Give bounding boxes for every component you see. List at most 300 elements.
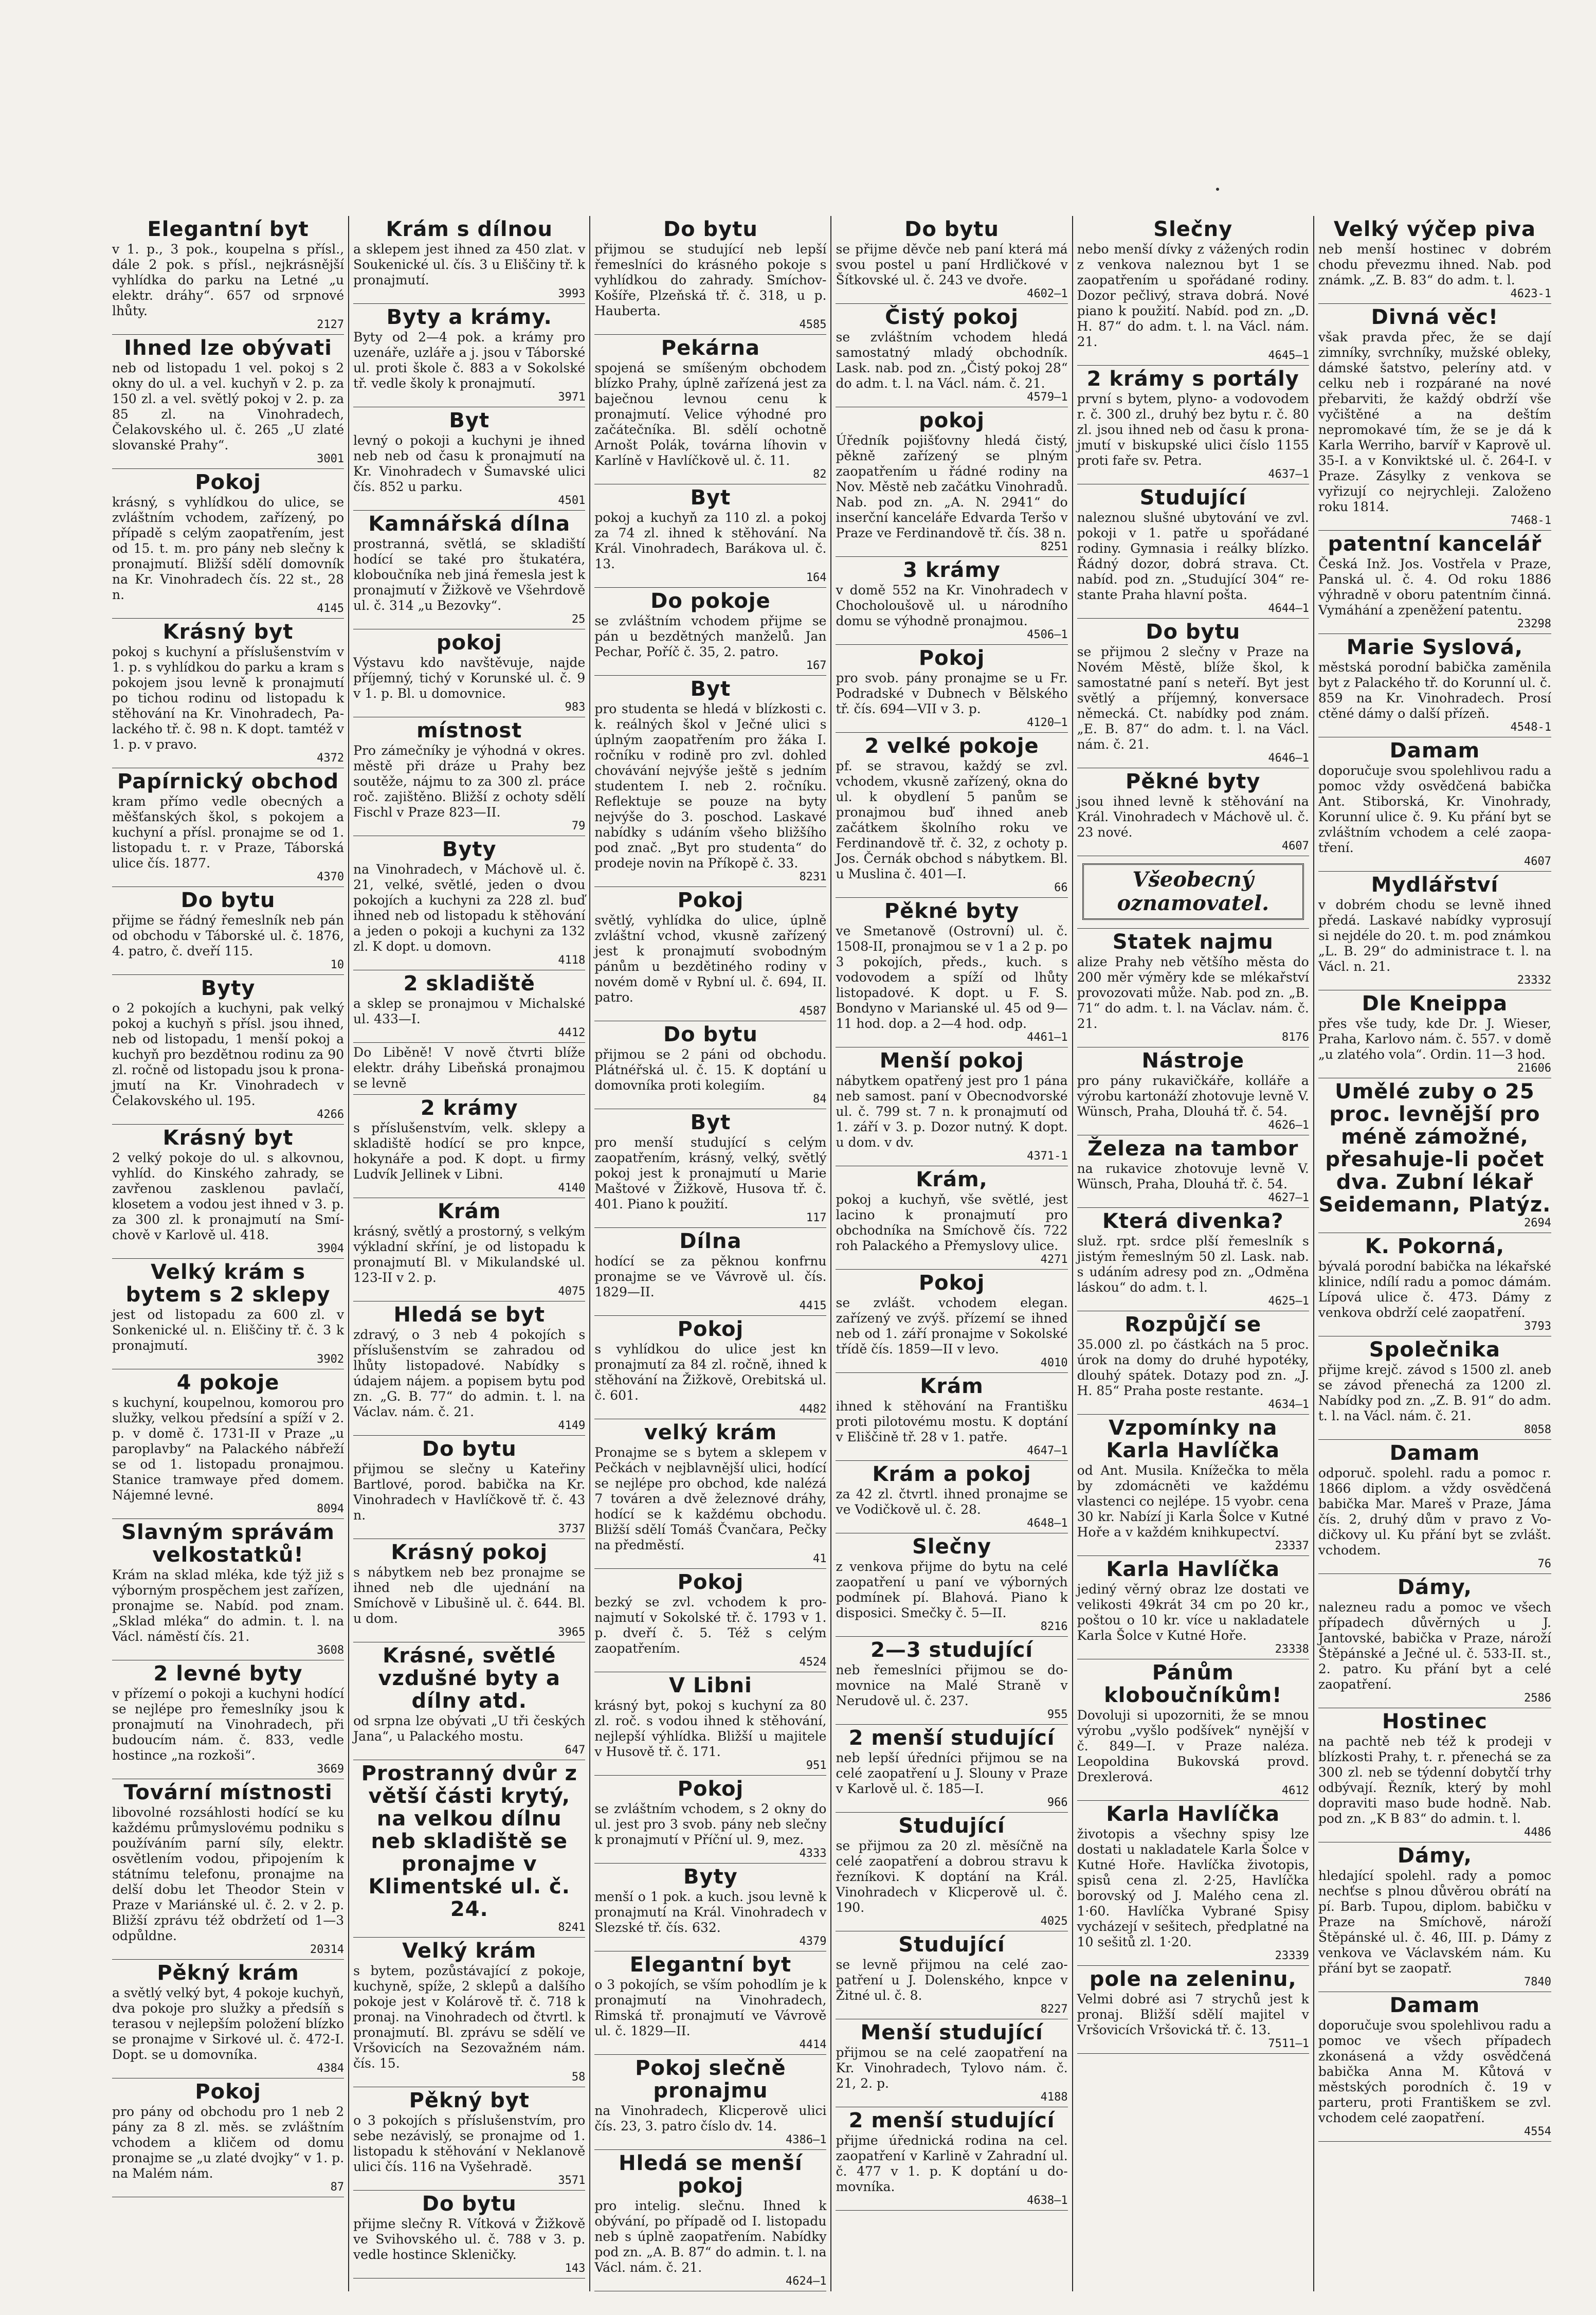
classified-ad bbox=[1318, 872, 1551, 990]
ad-title: Krásný pokoj bbox=[391, 1541, 548, 1564]
classified-columns bbox=[108, 216, 1555, 2288]
classified-ad bbox=[594, 1109, 826, 1228]
ad-title: Papírnický obchod bbox=[117, 770, 339, 793]
ad-text: služ. rpt. srdce plší řemeslník s jistým řemeslným 50 zl. Lask. nab. s udáním adresy pod zn. „Odměna láskou“ do adm. t. l. bbox=[1077, 1234, 1309, 1295]
classified-ad bbox=[112, 1779, 344, 1960]
classified-ad bbox=[836, 1166, 1067, 1270]
classified-ad bbox=[353, 836, 585, 970]
ad-reference-number: 4379 bbox=[799, 1935, 827, 1948]
ad-reference-number: 4524 bbox=[799, 1656, 827, 1669]
ad-reference-number: 4607 bbox=[1524, 855, 1551, 868]
section-header-box bbox=[1082, 863, 1304, 920]
ad-reference-number: 23338 bbox=[1275, 1643, 1309, 1656]
ad-title: Pokoj bbox=[677, 1317, 744, 1341]
classified-ad bbox=[1077, 1135, 1309, 1208]
ad-title: Menší pokoj bbox=[879, 1049, 1024, 1073]
ink-speck bbox=[1216, 188, 1219, 191]
ad-text: pf. se stravou, každý se zvl. vchodem, vkusně zařízený, okna do ul. k obydlení 5 panům se pronajmou buď ihned aneb začátkem školního roku ve Ferdinandově tř. č. 32, z ochoty p. Jos. Černák obchod s nábytkem. Bl. u Muslina č. 401—I. bbox=[836, 758, 1068, 881]
ad-title: Krásný byt bbox=[162, 620, 294, 644]
ad-text: od Ant. Musila. Knížečka to měla by zdomácněti ve každému vlastenci co nejlépe. 15 vyobr. cena 30 kr. Nabízí ji Karla Šolce v Kutné Hoře a v každém knihkupectví. bbox=[1077, 1463, 1309, 1540]
ad-title: Pokoj bbox=[677, 1777, 744, 1801]
ad-text: na Vinohradech, Klicperově ulici čís. 23, 3. patro číslo dv. 14. bbox=[594, 2103, 827, 2133]
ad-reference-number: 4333 bbox=[799, 1847, 827, 1860]
ad-title: 2 velké pokoje bbox=[864, 734, 1039, 758]
classified-ad bbox=[836, 304, 1067, 407]
ad-title: Byt bbox=[690, 1111, 731, 1134]
ad-title: velký krám bbox=[644, 1421, 777, 1444]
ad-text: pro svob. pány pronajme se u Fr. Podradské v Dubnech v Bělského tř. čís. 694—VII v 3. p. bbox=[836, 671, 1068, 716]
ad-text: za 42 zl. čtvrtl. ihned pronajme se ve Vodičkově ul. č. 28. bbox=[836, 1487, 1068, 1517]
ad-reference-number: 4266 bbox=[317, 1108, 344, 1121]
classified-ad bbox=[1318, 1708, 1551, 1842]
ad-title: Byty bbox=[683, 1865, 738, 1889]
ad-text: doporučuje svou spolehlivou radu a pomoc ve všech případech zkonásená a vždy osvědčená babička Anna M. Kůtová v městských porodních č. 19 v parteru, proti Františkem se zvl. vchodem celé zaopatření. bbox=[1318, 2018, 1551, 2125]
ad-reference-number: 3793 bbox=[1524, 1320, 1551, 1333]
ad-title: Železa na tambor bbox=[1087, 1137, 1299, 1161]
ad-reference-number: 3904 bbox=[317, 1242, 344, 1255]
ad-title: V Libni bbox=[668, 1674, 752, 1697]
column-6 bbox=[1314, 216, 1555, 2291]
classified-ad bbox=[836, 407, 1067, 557]
ad-text: však pravda přec, že se dají zimníky, svrchníky, mužské obleky, dámské šatstvo, peleríny atd. v celku neb i rozpárané na nové přebarviti, že každý obdrží vše vyčištěné a na deštím nepromokavé tím, že se je dá k Karla Werriho, barvíř v Kaprově ul. 35-I. a v Konviktské ul. č. 264-I. v Praze. Zásylky z venkova se vyřizují co nejrychleji. Založeno roku 1814. bbox=[1318, 330, 1551, 514]
ad-title: Krám bbox=[920, 1374, 984, 1398]
ad-reference-number: 4412 bbox=[558, 1026, 586, 1039]
ad-reference-number: 23298 bbox=[1517, 618, 1551, 630]
classified-ad bbox=[112, 1259, 344, 1369]
ad-reference-number: 4370 bbox=[317, 871, 344, 883]
classified-ad bbox=[353, 1642, 585, 1760]
ad-title: 2 menší studující bbox=[848, 2109, 1055, 2132]
ad-text: libovolné rozsáhlosti hodící se ku každému průmyslovému podniku s používáním parní síly, elektr. osvětlením vodou, připojením k státnímu telefonu, pronajme na delší dobu let Theodor Stein v Praze v Mariánské ul. č. 2. v 2. p. Bližší zprávu též obdržetí od 1—3 odpůldne. bbox=[112, 1805, 344, 1943]
ad-title: Do pokoje bbox=[650, 589, 771, 613]
ad-title: patentní kancelář bbox=[1328, 532, 1542, 556]
ad-reference-number: 4149 bbox=[558, 1419, 586, 1432]
classified-ad bbox=[353, 1043, 585, 1095]
ad-reference-number: 66 bbox=[1054, 881, 1068, 894]
ad-reference-number: 4602—1 bbox=[1027, 287, 1068, 300]
ad-text: o 3 pokojích s příslušenstvím, pro sebe nezávislý, se pronajme od 1. listopadu k stěhování v Neklanově ulici čís. 116 na Vyšehradě. bbox=[353, 2113, 586, 2174]
classified-ad bbox=[1077, 768, 1309, 856]
ad-text: Velmi dobré asi 7 strychů jest k pronaj. Bližší sdělí majitel v Vršovicích Vršovická tř. č. 13. bbox=[1077, 1992, 1309, 2037]
column-2 bbox=[349, 216, 590, 2291]
classified-ad bbox=[1318, 1078, 1551, 1233]
ad-text: a sklep se pronajmou v Michalské ul. 433—I. bbox=[353, 996, 586, 1026]
ad-text: a světlý velký byt, 4 pokoje kuchyň, dva pokoje pro služky a předsíň s terasou v nejlepším položení blízko se pronajme v Sirkové ul. č. 472-I. Dopt. se u domovníka. bbox=[112, 1985, 344, 2062]
ad-text: pokoj s kuchyní a příslušenstvím v 1. p. s vyhlídkou do parku a kram s pokojem jsou levně k pronajmutí po tichou rodinu od listopadu k stěhování na Kr. Vinohradech, Palackého tř. č. 98 n. K dopt. tamtéž v 1. p. v pravo. bbox=[112, 644, 344, 752]
classified-ad bbox=[594, 1228, 826, 1316]
classified-ad bbox=[353, 216, 585, 304]
ad-text: Byty od 2—4 pok. a krámy pro uzenáře, uzláře a j. jsou v Táborské ul. proti škole č. 883 a v Sokolské tř. vedle školy k pronajmutí. bbox=[353, 330, 586, 391]
ad-reference-number: 87 bbox=[330, 2181, 344, 2194]
ad-title: Pokoj bbox=[677, 889, 744, 912]
ad-reference-number: 4579—1 bbox=[1027, 391, 1068, 404]
ad-title: Pokoj bbox=[195, 2080, 261, 2104]
classified-ad bbox=[112, 2078, 344, 2197]
classified-ad bbox=[112, 975, 344, 1125]
column-3 bbox=[590, 216, 831, 2291]
ad-text: přijme slečny R. Vítková v Žižkově ve Svihovského ul. č. 788 v 3. p. vedle hostince Skleničky. bbox=[353, 2216, 586, 2262]
classified-ad bbox=[594, 588, 826, 676]
ad-text: se přijmou za 20 zl. měsíčně na celé zaopatření a dobrou stravu k řezníkovi. K doptání na Král. Vinohradech v Klicperově ul. č. 190. bbox=[836, 1838, 1068, 1915]
ad-reference-number: 8241 bbox=[558, 1921, 586, 1934]
ad-reference-number: 23339 bbox=[1275, 1949, 1309, 1962]
ad-title: Velký krám s bytem s 2 sklepy bbox=[125, 1260, 331, 1307]
ad-title: Pokoj slečně pronajmu bbox=[635, 2056, 786, 2103]
ad-text: odporuč. spolehl. radu a pomoc r. 1866 diplom. a vždy osvědčená babička Mar. Mareš v Praze, Jáma čís. 2, druhý dům v pravo z Vodičkovy ul. Ku přání byt se zvlášt. vchodem. bbox=[1318, 1466, 1551, 1558]
ad-reference-number: 4075 bbox=[558, 1285, 586, 1298]
ad-text: a sklepem jest ihned za 450 zlat. v Soukenické ul. čís. 3 u Eliščiny tř. k pronajmutí. bbox=[353, 242, 586, 287]
classified-ad bbox=[594, 1316, 826, 1419]
classified-ad bbox=[836, 1637, 1067, 1725]
ad-text: Krám na sklad mléka, kde týž již s výborným prospěchem jest zařízen, pronajme se. Nabíd. pod znam. „Sklad mléka“ do admin. t. l. na Václ. náměstí čís. 21. bbox=[112, 1567, 344, 1644]
ad-text: Pro zámečníky je výhodná v okres. městě při dráze u Prahy bez soutěže, nájmu to za 300 zl. práce roč. zajištěno. Bližší z ochoty sdělí Fischl v Praze 823—II. bbox=[353, 743, 586, 820]
ad-text: jest od listopadu za 600 zl. v Sonkenické ul. n. Eliščiny tř. č. 3 k pronajmutí. bbox=[112, 1307, 344, 1353]
ad-title: Dílna bbox=[679, 1229, 742, 1253]
ad-reference-number: 4120—1 bbox=[1027, 716, 1068, 729]
ad-title: Do bytu bbox=[663, 218, 758, 241]
ad-text: v přízemí o pokoji a kuchyni hodící se nejlépe pro řemeslníky jsou k pronajmutí na Vinohradech, při budoucím nám. č. 833, vedle hostince „na rozkoši“. bbox=[112, 1686, 344, 1763]
ad-text: se přijmou 2 slečny v Praze na Novém Městě, blíže škol, k samostatné paní s neteří. Byt jest světlý a příjemný, konversace německá. Ct. nabídky pod znám. „E. B. 87“ do adm. t. l. na Václ. nám. č. 21. bbox=[1077, 644, 1309, 752]
classified-ad bbox=[594, 2055, 826, 2150]
classified-ad bbox=[1077, 1556, 1309, 1659]
ad-title: Elegantní byt bbox=[629, 1953, 792, 1977]
classified-ad bbox=[594, 335, 826, 484]
classified-ad bbox=[594, 1569, 826, 1672]
ad-title: Krám bbox=[438, 1200, 501, 1223]
classified-ad bbox=[836, 1461, 1067, 1533]
classified-ad bbox=[112, 216, 344, 335]
ad-text: ve Smetanově (Ostrovní) ul. č. 1508-II, pronajmou se v 1 a 2 p. po 3 pokojích, předs., kuch. s vodovodem a spíží od lhůty listopadové. K dopt. u F. S. Bondyno v Marianské ul. 45 od 9—11 hod. dop. a 2—4 hod. odp. bbox=[836, 924, 1068, 1031]
ad-reference-number: 2586 bbox=[1524, 1692, 1551, 1705]
ad-text: na Vinohradech, v Máchově ul. č. 21, velké, světlé, jeden o dvou pokojích a kuchyni za 228 zl. buď ihned neb od listopadu k stěhování a jeden o pokoji a kuchyni za 132 zl. K dopt. u domovn. bbox=[353, 862, 586, 954]
classified-ad bbox=[353, 629, 585, 717]
ad-title: 2—3 studující bbox=[870, 1638, 1033, 1662]
ad-reference-number: 4625—1 bbox=[1268, 1295, 1309, 1308]
ad-reference-number: 167 bbox=[806, 659, 827, 672]
ad-reference-number: 3993 bbox=[558, 287, 586, 300]
ad-title: Do bytu bbox=[422, 2192, 517, 2216]
ad-text: přijmou se slečny u Kateřiny Bartlové, porod. babička na Kr. Vinohradech v Havlíčkově tř. č. 43 n. bbox=[353, 1461, 586, 1523]
ad-reference-number: 3001 bbox=[317, 453, 344, 465]
ad-title: Hostinec bbox=[1382, 1710, 1488, 1733]
ad-reference-number: 951 bbox=[806, 1759, 827, 1772]
ad-title: Kamnářská dílna bbox=[368, 512, 571, 536]
classified-ad bbox=[1077, 1311, 1309, 1415]
ad-reference-number: 23332 bbox=[1517, 974, 1551, 987]
ad-title: Byty a krámy. bbox=[386, 305, 552, 329]
ad-title: 2 levné byty bbox=[153, 1662, 303, 1686]
ad-reference-number: 4548-1 bbox=[1510, 721, 1551, 734]
ad-title: Byt bbox=[690, 677, 731, 701]
classified-ad bbox=[353, 1198, 585, 1301]
classified-ad bbox=[353, 2087, 585, 2191]
classified-ad bbox=[1318, 634, 1551, 737]
ad-reference-number: 164 bbox=[806, 571, 827, 584]
ad-text: neb menší hostinec v dobrém chodu převezmu ihned. Nab. pod známk. „Z. B. 83“ do adm. t. l. bbox=[1318, 242, 1551, 287]
classified-ad bbox=[594, 1672, 826, 1776]
ad-reference-number: 4634—1 bbox=[1268, 1398, 1309, 1411]
ad-title: Pokoj bbox=[918, 1271, 985, 1295]
classified-ad bbox=[1318, 1992, 1551, 2142]
ad-title: Hledá se menší pokoj bbox=[619, 2151, 803, 2198]
ad-reference-number: 955 bbox=[1047, 1708, 1068, 1721]
ad-reference-number: 4414 bbox=[799, 2038, 827, 2051]
classified-ad bbox=[836, 1813, 1067, 1931]
ad-reference-number: 4587 bbox=[799, 1005, 827, 1018]
ad-reference-number: 79 bbox=[571, 820, 586, 833]
ad-reference-number: 4482 bbox=[799, 1403, 827, 1416]
ad-text: na pachtě neb též k prodeji v blízkosti Prahy, t. r. přenechá se za 300 zl. neb se týdenní dobytčí trhy odbývají. Řezník, který by mohl dopraviti maso bude hodně. Nab. pod zn. „K B 83“ do admin. t. l. bbox=[1318, 1734, 1551, 1826]
ad-text: kram přímo vedle obecných a měšťanských škol, s pokojem a kuchyní a přísl. pronajme se od 1. listopadu t. r. v Praze, Táborská ulice čís. 1877. bbox=[112, 794, 344, 871]
ad-reference-number: 8231 bbox=[799, 871, 827, 883]
classified-ad bbox=[1318, 531, 1551, 634]
ad-text: zdravý, o 3 neb 4 pokojích s příslušenstvím se zahradou od lhůty listopadové. Nabídky s údajem nájem. a popisem bytu pod zn. „G. B. 77“ do admin. t. l. na Václav. nám. č. 21. bbox=[353, 1327, 586, 1419]
ad-text: ihned k stěhování na Františku proti pilotovému mostu. K doptání v Eliščině tř. 28 v 1. patře. bbox=[836, 1399, 1068, 1444]
classified-ad bbox=[353, 717, 585, 836]
section-header-line: oznamovatel. bbox=[1117, 891, 1269, 915]
ad-title: Pokoj bbox=[195, 471, 261, 494]
ad-text: se přijme děvče neb paní která má svou postel u paní Hrdličkové v Šítkovské ul. č. 243 ve dvoře. bbox=[836, 242, 1068, 287]
ad-title: Pánům kloboučníkům! bbox=[1104, 1661, 1282, 1707]
ad-text: o 2 pokojích a kuchyni, pak velký pokoj a kuchyň s přísl. jsou ihned, neb od listopadu, 1 menší pokoj a kuchyň pro bezdětnou rodinu za 90 zl. ročně od listopadu jsou k pronajmutí na Kr. Vinohradech v Čelakovského ul. 195. bbox=[112, 1001, 344, 1108]
classified-ad bbox=[1318, 1574, 1551, 1708]
ad-reference-number: 4623-1 bbox=[1510, 287, 1551, 300]
ad-reference-number: 2694 bbox=[1524, 1217, 1551, 1229]
ad-text: přijme úřednická rodina na cel. zaopatření v Karlině v Zahradní ul. č. 477 v 1. p. K doptání u domovníka. bbox=[836, 2133, 1068, 2194]
classified-ad bbox=[112, 1660, 344, 1779]
ad-title: Krám s dílnou bbox=[386, 218, 553, 241]
column-4 bbox=[831, 216, 1073, 2291]
ad-reference-number: 4624—1 bbox=[786, 2275, 827, 2288]
classified-ad bbox=[353, 511, 585, 629]
ad-text: nalezneu radu a pomoc ve všech případech důvěrných u J. Jantovské, babička v Praze, nároží Štěpánské a Ječné ul. č. 533-II. st., 2. patro. Ku přání byt a celé zaopatření. bbox=[1318, 1600, 1551, 1692]
classified-ad bbox=[112, 1960, 344, 2078]
classified-ad bbox=[1318, 1336, 1551, 1440]
ad-text: o 3 pokojích, se vším pohodlím je k pronajmutí na Vinohradech, Rimská tř. pronajmutí ve Vávrově ul. č. 1829—II. bbox=[594, 1977, 827, 2038]
classified-ad bbox=[353, 970, 585, 1043]
ad-reference-number: 4626—1 bbox=[1268, 1119, 1309, 1132]
ad-title: Byt bbox=[449, 409, 490, 432]
classified-ad bbox=[1077, 484, 1309, 619]
ad-text: se levně přijmou na celé zaopatření u J. Dolenského, knpce v Žitné ul. č. 8. bbox=[836, 1957, 1068, 2003]
classified-ad bbox=[836, 733, 1067, 898]
classified-ad bbox=[836, 898, 1067, 1047]
ad-text: bezký se zvl. vchodem k pronajmutí v Sokolské tř. č. 1793 v 1. p. dveří č. 5. Též s celým zaopatřením. bbox=[594, 1595, 827, 1656]
ad-title: 2 menší studující bbox=[848, 1726, 1055, 1750]
ad-reference-number: 4554 bbox=[1524, 2125, 1551, 2138]
ad-reference-number: 3571 bbox=[558, 2174, 586, 2187]
ad-text: pro pány od obchodu pro 1 neb 2 pány za 8 zl. měs. se zvláštním vchodem a kličem od domu pronajme se „u zlaté dvojky“ v 1. p. na Malém nám. bbox=[112, 2104, 344, 2181]
ad-title: Do bytu bbox=[904, 218, 1000, 241]
ad-title: Pokoj bbox=[918, 646, 985, 670]
ad-reference-number: 4386—1 bbox=[786, 2133, 827, 2146]
ad-text: Výstavu kdo navštěvuje, najde příjemný, tichý v Korunské ul. č. 9 v 1. p. Bl. u domovnice. bbox=[353, 655, 586, 701]
classified-ad bbox=[836, 1047, 1067, 1166]
ad-title: Do bytu bbox=[422, 1437, 517, 1461]
ad-text: na rukavice zhotovuje levně V. Wünsch, Praha, Dlouhá tř. č. 54. bbox=[1077, 1161, 1309, 1191]
ad-title: Studující bbox=[898, 1933, 1005, 1957]
ad-reference-number: 117 bbox=[806, 1211, 827, 1224]
ad-reference-number: 4607 bbox=[1281, 840, 1309, 853]
ad-reference-number: 4585 bbox=[799, 318, 827, 331]
column-1 bbox=[108, 216, 349, 2291]
ad-title: Pěkné byty bbox=[884, 899, 1020, 923]
ad-text: neb řemeslníci přijmou se domovnice na Malé Straně v Nerudově ul. č. 237. bbox=[836, 1662, 1068, 1708]
ad-text: jsou ihned levně k stěhování na Král. Vinohradech v Máchově ul. č. 23 nové. bbox=[1077, 794, 1309, 840]
classified-ad bbox=[353, 1095, 585, 1198]
ad-reference-number: 4647—1 bbox=[1027, 1444, 1068, 1457]
ad-reference-number: 4612 bbox=[1281, 1784, 1309, 1797]
ad-title: 2 krámy bbox=[420, 1096, 518, 1120]
ad-reference-number: 8176 bbox=[1281, 1031, 1309, 1044]
ad-text: světlý, vyhlídka do ulice, úplně zvláštní vchod, vkusně zařízený jest k pronajmutí svobodným pánům u bezdětiného rodiny v novém domě v Rybní ul. č. 694, II. patro. bbox=[594, 913, 827, 1005]
ad-title: Karla Havlíčka bbox=[1106, 1802, 1280, 1826]
ad-reference-number: 4415 bbox=[799, 1299, 827, 1312]
ad-title: 2 krámy s portály bbox=[1086, 367, 1299, 391]
ad-reference-number: 4145 bbox=[317, 602, 344, 615]
classified-ad bbox=[1077, 1047, 1309, 1135]
ad-title: Pokoj bbox=[677, 1570, 744, 1594]
classified-ad bbox=[112, 1369, 344, 1519]
ad-text: s vyhlídkou do ulice jest kn pronajmutí za 84 zl. ročně, ihned k stěhování na Žižkově, Orebitská ul. č. 601. bbox=[594, 1342, 827, 1403]
ad-reference-number: 966 bbox=[1047, 1796, 1068, 1809]
ad-text: se zvlášt. vchodem elegan. zařízený ve zvýš. přízemí se ihned neb od 1. září pronajme v Sokolské třídě čís. 1859—II v levo. bbox=[836, 1295, 1068, 1357]
ad-reference-number: 8094 bbox=[317, 1503, 344, 1515]
ad-title: Rozpůjčí se bbox=[1125, 1313, 1262, 1336]
ad-text: alize Prahy neb většího města do 200 měr výměry kde se mlékařství provozovati může. Nab. pod zn. „B. 71“ do adm. t. l. na Václav. nám. č. 21. bbox=[1077, 954, 1309, 1031]
classified-ad bbox=[1318, 737, 1551, 872]
ad-title: Velký výčep piva bbox=[1333, 218, 1536, 241]
ad-title: Nástroje bbox=[1141, 1049, 1244, 1073]
column-5 bbox=[1073, 216, 1314, 2291]
ad-title: Slavným správám velkostatků! bbox=[121, 1521, 335, 1567]
ad-title: Elegantní byt bbox=[147, 218, 309, 241]
ad-text: neb lepší úředníci přijmou se na celé zaopatření u J. Slouny v Praze v Karlově ul. č. 185—I. bbox=[836, 1750, 1068, 1796]
ad-reference-number: 84 bbox=[812, 1093, 827, 1106]
ad-title: Vzpomínky na Karla Havlíčka bbox=[1106, 1416, 1280, 1462]
ad-title: Krásný byt bbox=[162, 1126, 294, 1150]
ad-text: přes vše tudy, kde Dr. J. Wieser, Praha, Karlovo nám. č. 557. v domě „u zlatého vola“. Ordin. 11—3 hod. bbox=[1318, 1016, 1551, 1062]
newspaper-page bbox=[108, 216, 1555, 2288]
ad-title: Studující bbox=[1139, 486, 1246, 510]
ad-title: Menší studující bbox=[860, 2021, 1043, 2045]
ad-title: Byty bbox=[201, 976, 256, 1000]
classified-ad bbox=[594, 1864, 826, 1951]
ad-reference-number: 4372 bbox=[317, 752, 344, 765]
classified-ad bbox=[594, 1951, 826, 2055]
classified-ad bbox=[594, 2150, 826, 2291]
ad-title: Ihned lze obývati bbox=[124, 336, 332, 360]
classified-ad bbox=[1077, 366, 1309, 484]
ad-text: s bytem, pozůstávající z pokoje, kuchyně, spíže, 2 sklepů a dalšího pokoje jest v Kolárově tř. č. 718 k pronaj. na Vinohradech od čtvrtl. k pronajmutí. Bl. zprávu se sdělí ve Vršovicích na Sezovažném nám. čís. 15. bbox=[353, 1963, 586, 2071]
classified-ad bbox=[1318, 1233, 1551, 1336]
ad-title: Velký krám bbox=[402, 1939, 537, 1963]
classified-ad bbox=[1077, 1966, 1309, 2054]
ad-reference-number: 4646—1 bbox=[1268, 752, 1309, 765]
ad-reference-number: 3965 bbox=[558, 1626, 586, 1639]
ad-title: 3 krámy bbox=[903, 558, 1001, 582]
ad-text: bývalá porodní babička na lékařské klinice, ndílí radu a pomoc dámám. Lípová ulice č. 473. Dámy z venkova obdrží celé zaopatření. bbox=[1318, 1259, 1551, 1320]
ad-reference-number: 3737 bbox=[558, 1523, 586, 1535]
ad-text: od srpna lze obývati „U tři českých Jana“, u Palackého mostu. bbox=[353, 1713, 586, 1744]
classified-ad bbox=[353, 304, 585, 407]
classified-ad bbox=[594, 1419, 826, 1569]
classified-ad bbox=[594, 484, 826, 588]
ad-text: krásný byt, pokoj s kuchyní za 80 zl. roč. s vodou ihned k stěhování, nejlepší výhlídka. Bližší u majitele v Husově tř. č. 171. bbox=[594, 1698, 827, 1759]
ad-text: neb od listopadu 1 vel. pokoj s 2 okny do ul. a vel. kuchyň v 2. p. za 150 zl. a vel. světlý pokoj v 2. p. za 85 zl. na Vinohradech, Čelakovského ul. č. 265 „U zlaté slovanské Prahy“. bbox=[112, 360, 344, 453]
classified-ad bbox=[1318, 304, 1551, 531]
ad-title: K. Pokorná, bbox=[1365, 1235, 1505, 1258]
ad-text: první s bytem, plyno- a vodovodem r. č. 300 zl., druhý bez bytu r. č. 80 zl. jsou ihned neb od času k pronajmutí v biskupské ulici číslo 1155 proti faře sv. Petra. bbox=[1077, 391, 1309, 468]
ad-text: levný o pokoji a kuchyni je ihned neb neb od času k pronajmutí na Kr. Vinohradech v Šumavské ulici čís. 852 u parku. bbox=[353, 433, 586, 494]
ad-reference-number: 3669 bbox=[317, 1763, 344, 1776]
ad-text: s kuchyní, koupelnou, komorou pro služky, velkou předsíní a spíží v 2. p. v domě č. 1731-II v Praze „u paroplavby“ na Palackého nábřeží se od 1. listopadu pronajmou. Stanice tramwaye před domem. Nájemné levné. bbox=[112, 1395, 344, 1503]
classified-ad bbox=[836, 1270, 1067, 1373]
ad-reference-number: 21606 bbox=[1517, 1062, 1551, 1075]
ad-text: městská porodní babička zaměnila byt z Palackého tř. do Korunní ul. č. 859 na Kr. Vinohradech. Prosí ctěné dámy o další přízeň. bbox=[1318, 660, 1551, 721]
classified-ad bbox=[112, 1519, 344, 1660]
ad-reference-number: 4501 bbox=[558, 494, 586, 507]
ad-title: Prostranný dvůr z větší části krytý, na velkou dílnu neb skladiště se pronajme v Klimentské ul. č. 24. bbox=[361, 1762, 577, 1921]
ad-reference-number: 4627—1 bbox=[1268, 1191, 1309, 1204]
ad-title: Divná věc! bbox=[1371, 305, 1499, 329]
ad-text: Do Liběně! V nově čtvrti blíže elektr. dráhy Libeňská pronajmou se levně bbox=[353, 1045, 586, 1091]
ad-reference-number: 983 bbox=[565, 701, 586, 714]
ad-text: přijmou se 2 páni od obchodu. Plátnéřská ul. č. 15. K doptání u domovníka proti kolegiím. bbox=[594, 1047, 827, 1093]
ad-title: Dámy, bbox=[1397, 1844, 1472, 1868]
classified-ad bbox=[353, 1539, 585, 1642]
ad-title: místnost bbox=[416, 719, 522, 743]
ad-text: přijme krejč. závod s 1500 zl. aneb se závod přenechá za 1200 zl. Nabídky pod zn. „Z. B. 91“ do adm. t. l. na Václ. nám. č. 21. bbox=[1318, 1362, 1551, 1423]
ad-text: jediný věrný obraz lze dostati ve velikosti 49krát 34 cm po 20 kr., poštou o 10 kr. více u nakladatele Karla Šolce v Kutné Hoře. bbox=[1077, 1582, 1309, 1643]
classified-ad bbox=[353, 2191, 585, 2278]
ad-text: spojená se smíšeným obchodem blízko Prahy, úplně zařízená jest za baječnou levnou cenu k pronajmutí. Velice výhodné pro začátečníka. Bl. sdělí ochotně Arnošt Polák, továrna líhovin v Karlíně v Havlíčkově ul. č. 11. bbox=[594, 360, 827, 468]
ad-reference-number: 143 bbox=[565, 2262, 586, 2275]
ad-reference-number: 4025 bbox=[1040, 1915, 1068, 1928]
ad-title: 2 skladiště bbox=[403, 972, 535, 996]
ad-title: Pekárna bbox=[661, 336, 760, 360]
classified-ad bbox=[353, 1436, 585, 1539]
ad-text: naleznou slušné ubytování ve zvl. pokoji v 1. patře u spořádané rodiny. Gymnasia i reálky blízko. Řádný dozor, dobrá strava. Ct. nabíd. pod zn. „Studující 304“ restante Praha hlavní pošta. bbox=[1077, 510, 1309, 602]
ad-text: přijmou se na celé zaopatření na Kr. Vinohradech, Tylovo nám. č. 21, 2. p. bbox=[836, 2045, 1068, 2091]
ad-reference-number: 4645—1 bbox=[1268, 349, 1309, 362]
ad-title: Umělé zuby o 25 proc. levnější pro méně zámožné, přesahuje-li počet dva. Zubní lékař Seidemann, Platýz. bbox=[1318, 1080, 1551, 1217]
ad-title: Slečny bbox=[912, 1535, 992, 1559]
ad-text: Dovoluji si upozorniti, že se mnou výrobu „vyšlo podšívek“ nynější v č. 849—I. v Praze naléza. Leopoldina Bukovská provd. Drexlerová. bbox=[1077, 1708, 1309, 1784]
ad-text: Pronajme se s bytem a sklepem v Pečkách v nejblavnější ulici, hodící se nejlépe pro obchod, kde nalézá 7 továren a dvě železnové dráhy, hodící se k každému obchodu. Bližší sdělí Tomáš Čvančara, Pečky na předměstí. bbox=[594, 1445, 827, 1552]
ad-title: pole na zeleninu, bbox=[1089, 1967, 1297, 1991]
ad-text: se zvláštním vchodem přijme se pán u bezdětných manželů. Jan Pechar, Poříč č. 35, 2. patro. bbox=[594, 613, 827, 659]
ad-reference-number: 647 bbox=[565, 1744, 586, 1757]
ad-text: 35.000 zl. po částkách na 5 proc. úrok na domy do druhé hypotéky, dlouhý spátek. Dotazy pod zn. „J. H. 85“ Praha poste restante. bbox=[1077, 1337, 1309, 1398]
ad-title: Damam bbox=[1389, 1441, 1480, 1465]
classified-ad bbox=[353, 1938, 585, 2087]
ad-title: pokoj bbox=[919, 409, 985, 432]
ad-reference-number: 4486 bbox=[1524, 1826, 1551, 1839]
ad-text: krásný, s vyhlídkou do ulice, se zvláštním vchodem, zařízený, po případě s celým zaopatřením, jest od 15. t. m. pro pány neb slečny k pronajmutí. Bližší sdělí domovník na Kr. Vinohradech čís. 22 st., 28 n. bbox=[112, 495, 344, 602]
ad-reference-number: 41 bbox=[812, 1552, 827, 1565]
ad-text: pro menší studující s celým zaopatřením, krásný, velký, světlý pokoj jest k pronajmutí u Marie Maštové v Žižkově, Husova tř. č. 401. Piano k použití. bbox=[594, 1135, 827, 1211]
ad-title: Do bytu bbox=[1146, 620, 1241, 644]
ad-text: Česká Inž. Jos. Vostřela v Praze, Panská ul. č. 4. Od roku 1886 výhradně v oboru patentním činná. Vymáhání a zpeněžení patentu. bbox=[1318, 556, 1551, 618]
classified-ad bbox=[1077, 619, 1309, 768]
ad-reference-number: 4644—1 bbox=[1268, 602, 1309, 615]
classified-ad bbox=[1318, 216, 1551, 304]
ad-title: Byty bbox=[442, 838, 497, 861]
ad-text: hledající spolehl. rady a pomoc nechťse s plnou důvěrou obrátí na pí. Barb. Tupou, diplom. babičku v Praze na Smíchově, nároží Štěpánské ul. č. 46, III. p. Dámy z venkova ve Václavském nám. Ku přání byt se zaopatř. bbox=[1318, 1868, 1551, 1976]
classified-ad bbox=[1077, 1415, 1309, 1556]
ad-reference-number: 3902 bbox=[317, 1353, 344, 1366]
